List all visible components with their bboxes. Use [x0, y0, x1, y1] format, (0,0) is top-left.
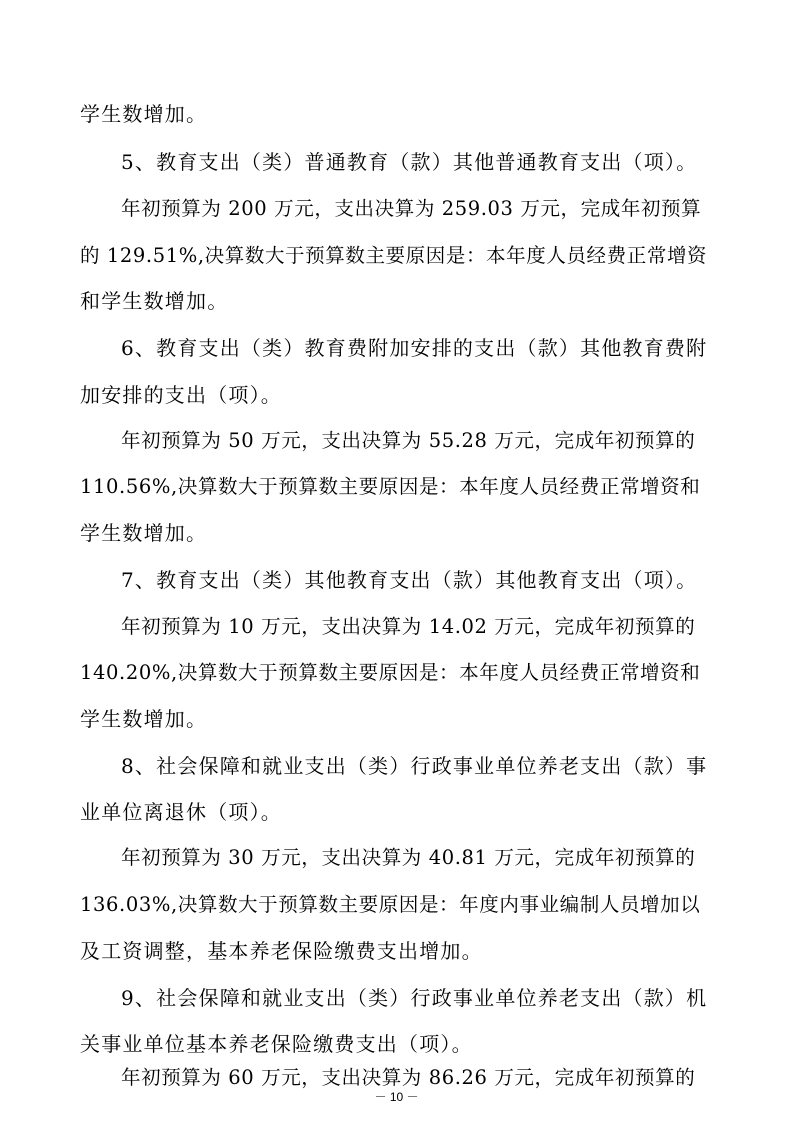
text-line: 学生数增加。: [80, 102, 208, 126]
text-line: 年初预算为 10 万元，支出决算为 14.02 万元，完成年初预算的: [121, 615, 696, 638]
text-line: 136.03%,决算数大于预算数主要原因是：年度内事业编制人员增加以: [80, 893, 701, 916]
text-line: 学生数增加。: [80, 707, 208, 731]
section-heading: 加安排的支出（项）。: [80, 383, 282, 407]
page-number: － 10 －: [374, 1090, 419, 1104]
text-line: 的 129.51%,决算数大于预算数主要原因是：本年度人员经费正常增资: [80, 244, 708, 267]
text-line: 和学生数增加。: [80, 289, 229, 313]
section-heading: 8、社会保障和就业支出（类）行政事业单位养老支出（款）事: [121, 754, 708, 778]
text-line: 年初预算为 50 万元，支出决算为 55.28 万元，完成年初预算的: [121, 429, 696, 452]
text-line: 及工资调整，基本养老保险缴费支出增加。: [80, 939, 483, 963]
text-line: 110.56%,决算数大于预算数主要原因是：本年度人员经费正常增资和: [80, 475, 701, 498]
text-line: 140.20%,决算数大于预算数主要原因是：本年度人员经费正常增资和: [80, 661, 701, 684]
section-heading: 5、教育支出（类）普通教育（款）其他普通教育支出（项）。: [121, 150, 698, 174]
text-line: 年初预算为 200 万元，支出决算为 259.03 万元，完成年初预算: [121, 197, 702, 220]
section-heading: 6、教育支出（类）教育费附加安排的支出（款）其他教育费附: [121, 336, 708, 360]
section-heading: 业单位离退休（项）。: [80, 800, 282, 824]
text-line: 学生数增加。: [80, 521, 208, 545]
text-line: 年初预算为 60 万元，支出决算为 86.26 万元，完成年初预算的: [121, 1066, 696, 1089]
section-heading: 关事业单位基本养老保险缴费支出（项）。: [80, 1032, 473, 1056]
section-heading: 7、教育支出（类）其他教育支出（款）其他教育支出（项）。: [121, 568, 698, 592]
text-line: 年初预算为 30 万元，支出决算为 40.81 万元，完成年初预算的: [121, 846, 696, 869]
section-heading: 9、社会保障和就业支出（类）行政事业单位养老支出（款）机: [121, 986, 708, 1010]
